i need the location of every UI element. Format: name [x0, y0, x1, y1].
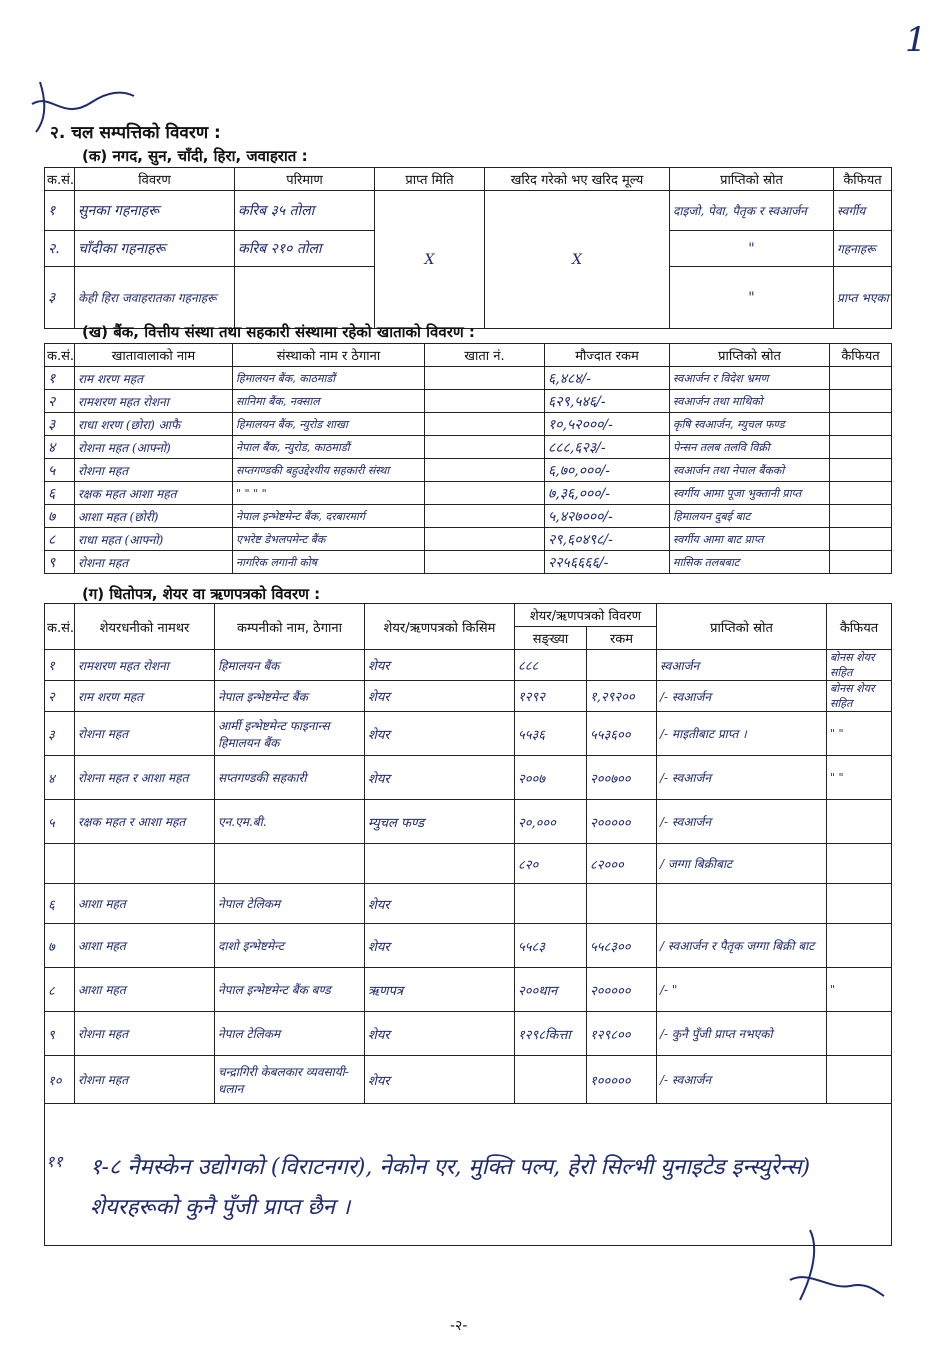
cell-holder: रक्षक महत र आशा महत [75, 800, 215, 844]
cell-holder: आशा महत [75, 924, 215, 968]
cell-amount [587, 650, 657, 681]
cell-source: कृषि स्वआर्जन, म्युचल फण्ड [670, 413, 830, 436]
cell-company: नेपाल टेलिकम [215, 884, 365, 924]
cell-amount: १०,५२०००/- [545, 413, 670, 436]
table-b-header: क.सं. [45, 344, 75, 367]
table-c-caption: (ग) धितोपत्र, शेयर वा ऋणपत्रको विवरण : [82, 585, 321, 603]
cell-sn: ७ [45, 924, 75, 968]
cell-sn: ९ [45, 1012, 75, 1056]
cell-holder: रामशरण महत रोशना [75, 390, 233, 413]
cell-price-cross: X [485, 191, 670, 329]
table-b-body [45, 367, 892, 574]
cell-sn: ३ [45, 413, 75, 436]
cell-amount [587, 884, 657, 924]
cell-acct [425, 528, 545, 551]
cell-holder: रोशना महत [75, 551, 233, 574]
table-a-header: प्राप्तिको स्रोत [670, 168, 834, 191]
table-b-header: संस्थाको नाम र ठेगाना [233, 344, 425, 367]
cell-remark [827, 844, 892, 884]
cell-holder: राम शरण महत [75, 681, 215, 712]
cell-remark: " " [827, 756, 892, 800]
cell-inst: नेपाल इन्भेष्टमेन्ट बैंक, दरबारमार्ग [233, 505, 425, 528]
cell-inst: एभरेष्ट डेभलपमेन्ट बैंक [233, 528, 425, 551]
table-a-header: विवरण [75, 168, 235, 191]
cell-type [365, 844, 515, 884]
cell-remark [830, 551, 892, 574]
cell-sn: ३ [45, 712, 75, 756]
cell-amount: ८८८,६२३/- [545, 436, 670, 459]
cell-acct [425, 459, 545, 482]
cell-inst: सानिमा बैंक, नक्साल [233, 390, 425, 413]
cell-amount: २००००० [587, 800, 657, 844]
cell-company [215, 844, 365, 884]
table-row [45, 191, 892, 231]
cell-type: ऋणपत्र [365, 968, 515, 1012]
cell-acct [425, 482, 545, 505]
cell-holder: रोशना महत [75, 1012, 215, 1056]
table-row [45, 800, 892, 844]
cell-sn: ८ [45, 528, 75, 551]
table-row [45, 844, 892, 884]
cell-inst: नेपाल बैंक, न्युरोड, काठमाडौं [233, 436, 425, 459]
table-b-caption: (ख) बैंक, वित्तीय संस्था तथा सहकारी संस्थामा रहेको खाताको विवरण : [82, 323, 475, 341]
table-c-header: प्राप्तिको स्रोत [657, 604, 827, 650]
cell-holder: रोशना महत [75, 459, 233, 482]
cell-inst: हिमालयन बैंक, न्युरोड शाखा [233, 413, 425, 436]
cell-sn: ४ [45, 756, 75, 800]
cell-sn: ४ [45, 436, 75, 459]
cell-holder: रोशना महत (आफ्नो) [75, 436, 233, 459]
cell-desc: सुनका गहनाहरू [75, 191, 235, 231]
cell-company: सप्तगण्डकी सहकारी [215, 756, 365, 800]
cell-acct [425, 367, 545, 390]
cell-remark [830, 390, 892, 413]
cell-remark: बोनस शेयर सहित [827, 681, 892, 712]
table-a-header: परिमाण [235, 168, 375, 191]
table-c-header: शेयर/ऋणपत्रको किसिम [365, 604, 515, 650]
handwritten-note: १-८ नैमस्केन उद्योगको (विराटनगर), नेकोन एर, मुक्ति पल्प, हेरो सिल्भी युनाइटेड इन्स्युरेन्स) शेयरहरूको कुनै पुँजी प्राप्त छैन । [90, 1155, 811, 1220]
cell-sn: ७ [45, 505, 75, 528]
cell-source: /- कुनै पुँजी प्राप्त नभएको [657, 1012, 827, 1056]
cell-count: २०,००० [515, 800, 587, 844]
cell-remark [830, 459, 892, 482]
cell-holder: आशा महत (छोरी) [75, 505, 233, 528]
cell-amount: ७,३६,०००/- [545, 482, 670, 505]
cell-sn: ५ [45, 800, 75, 844]
cell-sn: २ [45, 390, 75, 413]
cell-type: शेयर [365, 712, 515, 756]
cell-count [515, 884, 587, 924]
table-row [45, 968, 892, 1012]
cell-acct [425, 436, 545, 459]
cell-source: /- " [657, 968, 827, 1012]
cell-count: ५५८३ [515, 924, 587, 968]
cell-type: शेयर [365, 1012, 515, 1056]
table-row [45, 756, 892, 800]
cell-holder: राधा शरण (छोरा) आफै [75, 413, 233, 436]
table-row [45, 650, 892, 681]
cell-count: ८८८ [515, 650, 587, 681]
cell-sn: २. [45, 231, 75, 267]
table-c-header: कम्पनीको नाम, ठेगाना [215, 604, 365, 650]
table-c-header: शेयरधनीको नामथर [75, 604, 215, 650]
cell-count: ८२० [515, 844, 587, 884]
cell-source: मासिक तलबबाट [670, 551, 830, 574]
table-b-header: कैफियत [830, 344, 892, 367]
cell-type: शेयर [365, 884, 515, 924]
cell-sn: ६ [45, 884, 75, 924]
cell-amount: १,२९२०० [587, 681, 657, 712]
table-row [45, 459, 892, 482]
table-a-caption: (क) नगद, सुन, चाँदी, हिरा, जवाहरात : [82, 147, 308, 165]
table-row [45, 390, 892, 413]
cell-source: स्वआर्जन तथा नेपाल बैंकको [670, 459, 830, 482]
page-number: -२- [450, 1318, 468, 1334]
cell-remark [827, 1056, 892, 1104]
cell-amount: ६,४८४/- [545, 367, 670, 390]
cell-source: स्वर्गीय आमा बाट प्राप्त [670, 528, 830, 551]
cell-holder: रामशरण महत रोशना [75, 650, 215, 681]
table-row [45, 551, 892, 574]
table-a-header: कैफियत [834, 168, 892, 191]
cell-source [657, 884, 827, 924]
cell-amount: २००००० [587, 968, 657, 1012]
cell-count: ५५३६ [515, 712, 587, 756]
cell-remark: " " [827, 712, 892, 756]
signature-mark-bottom [780, 1220, 890, 1310]
cell-sn: १० [45, 1056, 75, 1104]
cell-remark: स्वर्गीय [834, 191, 892, 231]
cell-holder: रोशना महत र आशा महत [75, 756, 215, 800]
cell-holder [75, 844, 215, 884]
cell-sn: १ [45, 191, 75, 231]
table-a-header: क.सं. [45, 168, 75, 191]
cell-type: शेयर [365, 650, 515, 681]
cell-remark [827, 800, 892, 844]
cell-type: शेयर [365, 681, 515, 712]
cell-type: म्युचल फण्ड [365, 800, 515, 844]
note-sn: ११ [46, 1152, 63, 1171]
cell-desc: चाँदीका गहनाहरू [75, 231, 235, 267]
table-row [45, 712, 892, 756]
table-a [44, 167, 892, 329]
cell-acct [425, 505, 545, 528]
cell-inst: हिमालयन बैंक, काठमाडौं [233, 367, 425, 390]
cell-count: २००७ [515, 756, 587, 800]
table-c-header: कैफियत [827, 604, 892, 650]
table-row [45, 924, 892, 968]
cell-source: / स्वआर्जन र पैतृक जग्गा बिक्री बाट [657, 924, 827, 968]
table-row [45, 884, 892, 924]
cell-holder: राम शरण महत [75, 367, 233, 390]
cell-amount: ५५३६०० [587, 712, 657, 756]
table-b-header: प्राप्तिको स्रोत [670, 344, 830, 367]
cell-inst: नागरिक लगानी कोष [233, 551, 425, 574]
cell-sn: ६ [45, 482, 75, 505]
cell-holder: रोशना महत [75, 712, 215, 756]
cell-sn: ८ [45, 968, 75, 1012]
table-row [45, 436, 892, 459]
cell-company: एन.एम.बी. [215, 800, 365, 844]
cell-amount: २००७०० [587, 756, 657, 800]
cell-inst: " " " " [233, 482, 425, 505]
cell-date-cross: X [375, 191, 485, 329]
cell-sn: ९ [45, 551, 75, 574]
table-b-header: खाता नं. [425, 344, 545, 367]
cell-holder: रक्षक महत आशा महत [75, 482, 233, 505]
cell-source: /- स्वआर्जन [657, 756, 827, 800]
cell-amount: ६,७०,०००/- [545, 459, 670, 482]
cell-type: शेयर [365, 1056, 515, 1104]
cell-acct [425, 551, 545, 574]
cell-source: दाइजो, पेवा, पैतृक र स्वआर्जन [670, 191, 834, 231]
cell-sn: २ [45, 681, 75, 712]
cell-source: पेन्सन तलब तलवि विक्री [670, 436, 830, 459]
cell-remark: गहनाहरू [834, 231, 892, 267]
cell-remark [830, 482, 892, 505]
table-b-header: मौज्दात रकम [545, 344, 670, 367]
cell-amount: ६२९,५४६/- [545, 390, 670, 413]
cell-amount: ५५८३०० [587, 924, 657, 968]
cell-remark: बोनस शेयर सहित [827, 650, 892, 681]
cell-count: १२९८कित्ता [515, 1012, 587, 1056]
cell-company: नेपाल इन्भेष्टमेन्ट बैंक बण्ड [215, 968, 365, 1012]
table-a-header: प्राप्त मिति [375, 168, 485, 191]
cell-sn [45, 844, 75, 884]
cell-company: नेपाल इन्भेष्टमेन्ट बैंक [215, 681, 365, 712]
cell-source: /- स्वआर्जन [657, 800, 827, 844]
cell-holder: रोशना महत [75, 1056, 215, 1104]
cell-remark [827, 924, 892, 968]
table-row [45, 413, 892, 436]
table-row [45, 1012, 892, 1056]
cell-source: हिमालयन दुबई बाट [670, 505, 830, 528]
cell-sn: ३ [45, 267, 75, 329]
cell-company: चन्द्रागिरी केबलकार व्यवसायी-धलान [215, 1056, 365, 1104]
table-c-header: सङ्ख्या [515, 627, 587, 650]
cell-remark [830, 505, 892, 528]
cell-holder: आशा महत [75, 968, 215, 1012]
cell-count: १२९२ [515, 681, 587, 712]
cell-amount: ८२००० [587, 844, 657, 884]
cell-company: हिमालयन बैंक [215, 650, 365, 681]
cell-sn: १ [45, 367, 75, 390]
cell-remark [830, 367, 892, 390]
cell-source: " [670, 231, 834, 267]
cell-company: नेपाल टेलिकम [215, 1012, 365, 1056]
table-row [45, 681, 892, 712]
table-row [45, 482, 892, 505]
cell-amount: २९,६०४९८/- [545, 528, 670, 551]
cell-sn: १ [45, 650, 75, 681]
section-title: २. चल सम्पत्तिको विवरण : [50, 123, 221, 143]
cell-remark [830, 436, 892, 459]
cell-inst: सप्तगण्डकी बहुउद्देश्यीय सहकारी संस्था [233, 459, 425, 482]
cell-acct [425, 390, 545, 413]
table-c-header-row [45, 604, 892, 627]
cell-company: आर्मी इन्भेष्टमेन्ट फाइनान्स हिमालयन बैंक [215, 712, 365, 756]
cell-source: /- स्वआर्जन [657, 681, 827, 712]
table-row [45, 367, 892, 390]
cell-amount: २२५६६६६/- [545, 551, 670, 574]
cell-company: दाशो इन्भेष्टमेन्ट [215, 924, 365, 968]
cell-amount: १००००० [587, 1056, 657, 1104]
table-row [45, 528, 892, 551]
cell-desc: केही हिरा जवाहरातका गहनाहरू [75, 267, 235, 329]
cell-count [515, 1056, 587, 1104]
cell-source: स्वआर्जन र विदेश भ्रमण [670, 367, 830, 390]
table-row [45, 1056, 892, 1104]
cell-acct [425, 413, 545, 436]
cell-remark [827, 1012, 892, 1056]
cell-holder: राधा महत (आफ्नो) [75, 528, 233, 551]
cell-source: / जग्गा बिक्रीबाट [657, 844, 827, 884]
cell-source: " [670, 267, 834, 329]
table-a-header: खरिद गरेको भए खरिद मूल्य [485, 168, 670, 191]
cell-type: शेयर [365, 756, 515, 800]
table-c-header: शेयर/ऋणपत्रको विवरण [515, 604, 657, 627]
cell-remark: प्राप्त भएका [834, 267, 892, 329]
cell-remark [827, 884, 892, 924]
table-b-header: खातावालाको नाम [75, 344, 233, 367]
corner-mark: 1 [905, 20, 927, 60]
table-a-header-row [45, 168, 892, 191]
cell-holder: आशा महत [75, 884, 215, 924]
cell-amount: १२९८०० [587, 1012, 657, 1056]
cell-source: /- माइतीबाट प्राप्त । [657, 712, 827, 756]
cell-qty: करिब २१० तोला [235, 231, 375, 267]
cell-remark [830, 528, 892, 551]
table-b [44, 343, 892, 574]
cell-sn: ५ [45, 459, 75, 482]
cell-amount: ५,४२७०००/- [545, 505, 670, 528]
table-b-header-row [45, 344, 892, 367]
table-c-header: क.सं. [45, 604, 75, 650]
cell-source: स्वर्गीय आमा पूजा भुक्तानी प्राप्त [670, 482, 830, 505]
cell-source: /- स्वआर्जन [657, 1056, 827, 1104]
cell-count: २००थान [515, 968, 587, 1012]
cell-qty [235, 267, 375, 329]
cell-source: स्वआर्जन तथा माथिको [670, 390, 830, 413]
cell-remark [830, 413, 892, 436]
cell-source: स्वआर्जन [657, 650, 827, 681]
cell-qty: करिब ३५ तोला [235, 191, 375, 231]
cell-remark: " [827, 968, 892, 1012]
table-row [45, 505, 892, 528]
table-c-header: रकम [587, 627, 657, 650]
cell-type: शेयर [365, 924, 515, 968]
